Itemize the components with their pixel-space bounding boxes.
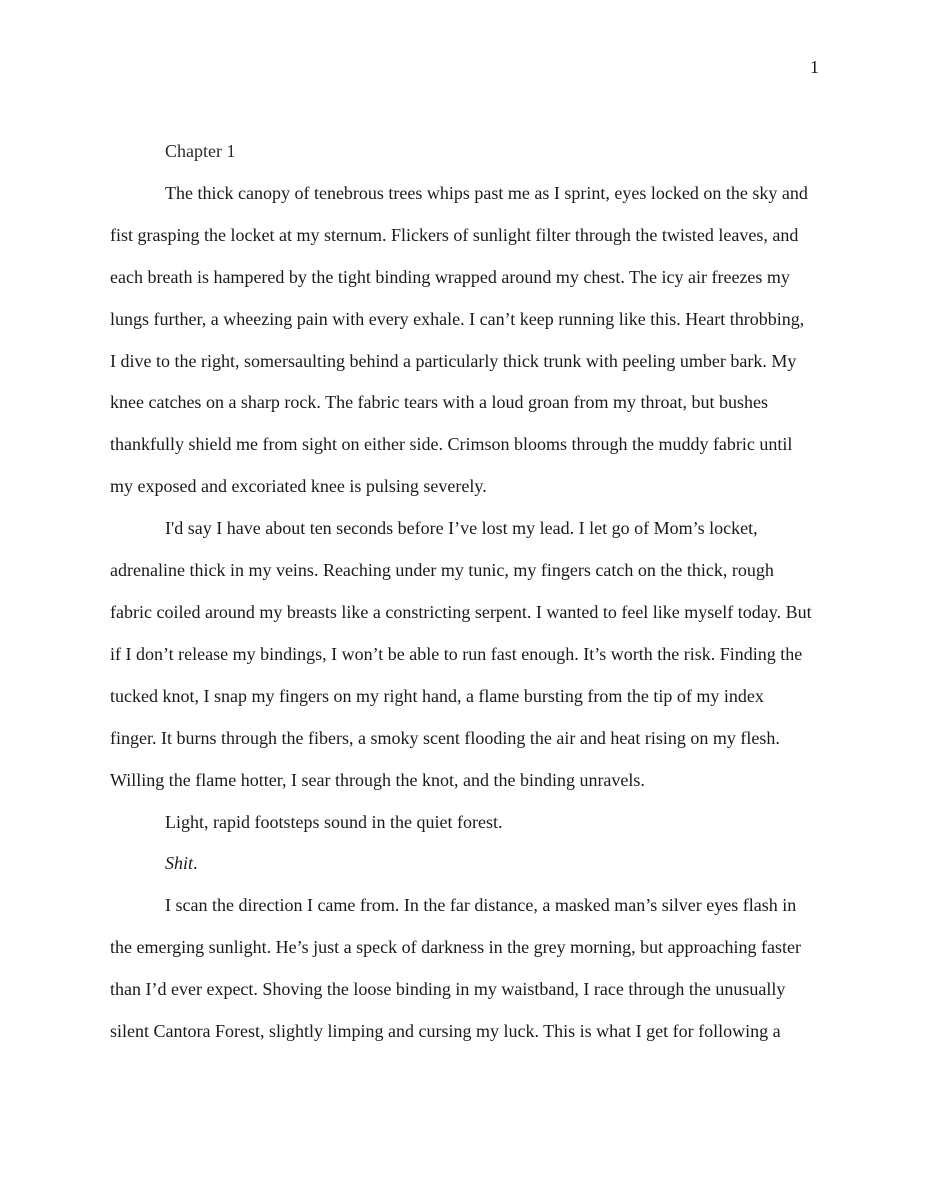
text-line: my exposed and excoriated knee is pulsing severely.: [110, 476, 487, 497]
text-line: silent Cantora Forest, slightly limping and cursing my luck. This is what I get for following a: [110, 1021, 781, 1042]
text-line: if I don’t release my bindings, I won’t be able to run fast enough. It’s worth the risk. Finding the: [110, 643, 803, 664]
paragraph: [110, 508, 826, 801]
page-number: 1: [810, 57, 819, 77]
text-line: fist grasping the locket at my sternum. Flickers of sunlight filter through the twisted leaves, and: [110, 224, 799, 245]
text-line: I'd say I have about ten seconds before I’ve lost my lead. I let go of Mom’s locket,: [165, 518, 758, 539]
italic-text: Shit: [165, 853, 194, 874]
text-line: tucked knot, I snap my fingers on my right hand, a flame bursting from the tip of my index: [110, 685, 764, 706]
text-line: each breath is hampered by the tight binding wrapped around my chest. The icy air freezes my: [110, 266, 790, 287]
text-line: than I’d ever expect. Shoving the loose binding in my waistband, I race through the unusually: [110, 979, 786, 1000]
paragraph: [110, 885, 826, 1053]
text-line: Willing the flame hotter, I sear through the knot, and the binding unravels.: [110, 769, 645, 790]
text-line: thankfully shield me from sight on either side. Crimson blooms through the muddy fabric until: [110, 434, 793, 455]
text-line: finger. It burns through the fibers, a smoky scent flooding the air and heat rising on my flesh.: [110, 727, 780, 748]
chapter-heading: Chapter 1: [165, 141, 236, 161]
manuscript-body: [110, 131, 826, 1053]
text-line: knee catches on a sharp rock. The fabric tears with a loud groan from my throat, but bushes: [110, 392, 768, 413]
paragraph: [110, 173, 826, 508]
text-line: adrenaline thick in my veins. Reaching under my tunic, my fingers catch on the thick, rough: [110, 560, 774, 581]
text-line: [110, 843, 826, 885]
paragraph: [110, 843, 826, 885]
text-line: I scan the direction I came from. In the far distance, a masked man’s silver eyes flash in: [165, 895, 797, 916]
paragraph: [110, 802, 826, 844]
text-line: Light, rapid footsteps sound in the quiet forest.: [165, 811, 503, 832]
punctuation: .: [193, 853, 198, 874]
text-line: fabric coiled around my breasts like a constricting serpent. I wanted to feel like myself today. But: [110, 601, 812, 622]
text-line: the emerging sunlight. He’s just a speck of darkness in the grey morning, but approaching faster: [110, 937, 802, 958]
text-line: I dive to the right, somersaulting behind a particularly thick trunk with peeling umber bark. My: [110, 350, 797, 371]
text-line: The thick canopy of tenebrous trees whips past me as I sprint, eyes locked on the sky and: [165, 182, 808, 203]
text-line: lungs further, a wheezing pain with every exhale. I can’t keep running like this. Heart throbbing,: [110, 308, 805, 329]
